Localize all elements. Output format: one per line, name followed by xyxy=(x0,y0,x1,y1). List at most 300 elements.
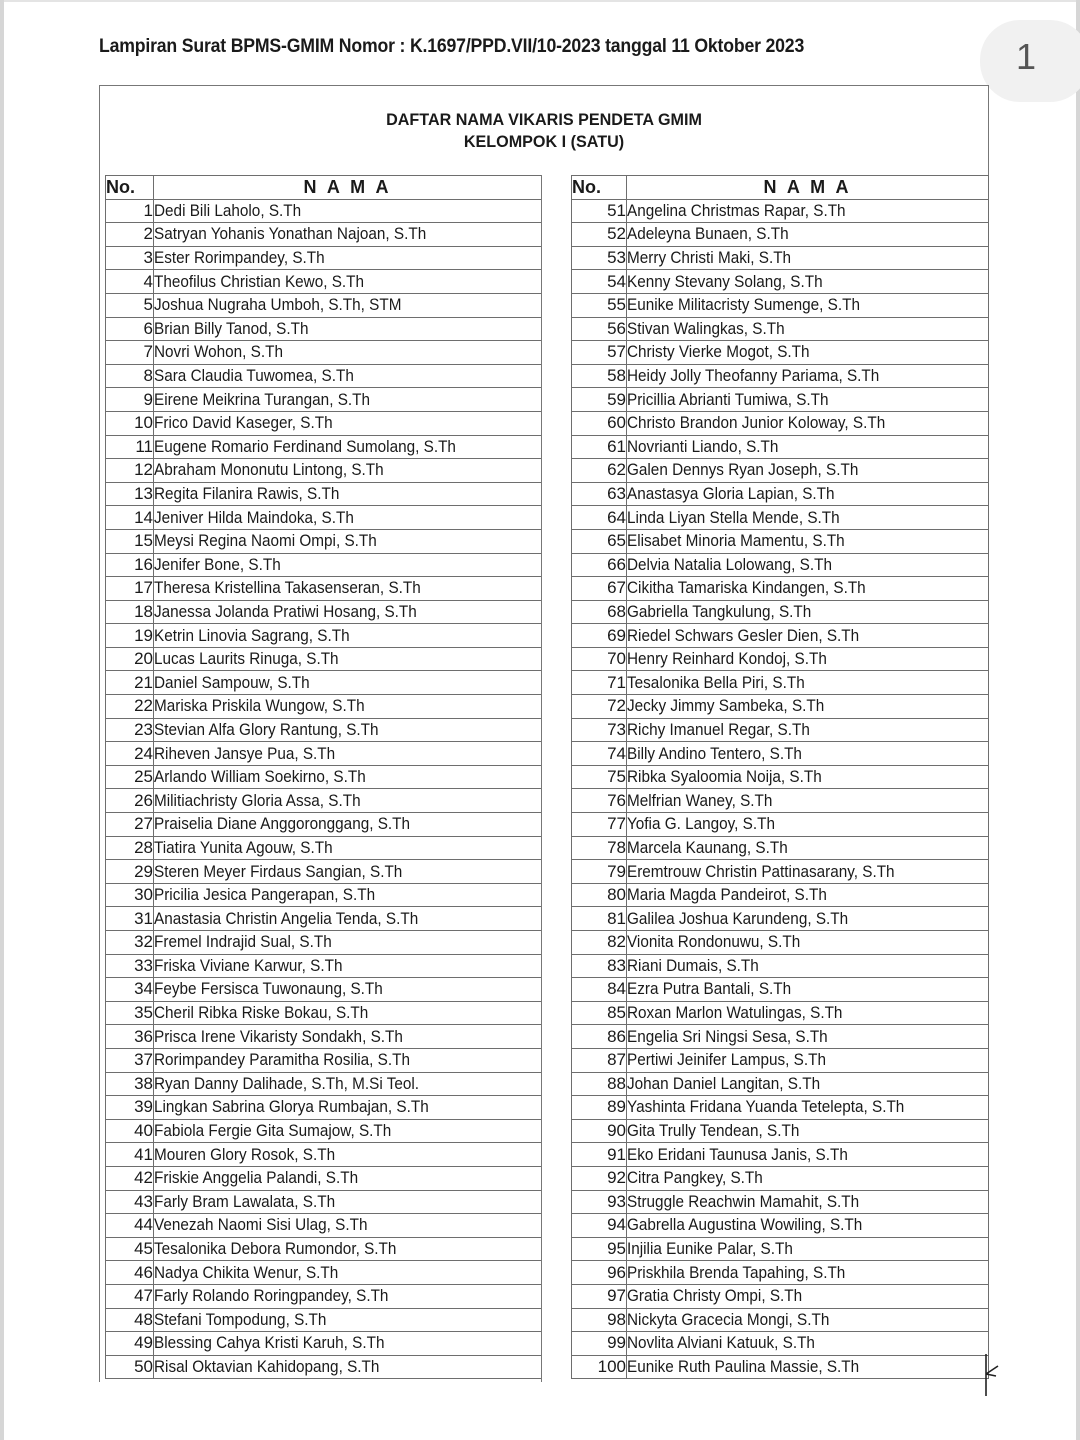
table-row xyxy=(572,293,989,317)
person-name: Richy Imanuel Regar, S.Th xyxy=(627,719,810,739)
person-name: Riheven Jansye Pua, S.Th xyxy=(154,743,336,763)
person-name: Gabriella Tangkulung, S.Th xyxy=(627,601,812,621)
row-number: 74 xyxy=(572,742,627,766)
handwritten-initial-mark xyxy=(980,1352,1002,1398)
name-cell xyxy=(627,577,989,601)
person-name: Friskie Anggelia Palandi, S.Th xyxy=(154,1168,359,1188)
name-cell xyxy=(154,1355,542,1379)
table-row xyxy=(106,1048,542,1072)
name-cell xyxy=(154,1308,542,1332)
row-number: 46 xyxy=(106,1261,154,1285)
table-row xyxy=(106,341,542,365)
table-row xyxy=(572,553,989,577)
person-name: Galilea Joshua Karundeng, S.Th xyxy=(627,908,849,928)
person-name: Daniel Sampouw, S.Th xyxy=(154,672,310,692)
person-name: Tesalonika Bella Piri, S.Th xyxy=(627,672,805,692)
person-name: Novlita Alviani Katuuk, S.Th xyxy=(627,1333,815,1353)
table-row xyxy=(106,553,542,577)
name-cell xyxy=(627,1308,989,1332)
table-row xyxy=(572,364,989,388)
name-cell xyxy=(154,789,542,813)
name-cell xyxy=(154,199,542,223)
name-cell xyxy=(154,1190,542,1214)
name-cell xyxy=(154,506,542,530)
table-row xyxy=(572,1025,989,1049)
row-number: 77 xyxy=(572,813,627,837)
name-cell xyxy=(154,931,542,955)
person-name: Blessing Cahya Kristi Karuh, S.Th xyxy=(154,1333,385,1353)
name-cell xyxy=(627,1332,989,1356)
name-cell xyxy=(154,482,542,506)
person-name: Rorimpandey Paramitha Rosilia, S.Th xyxy=(154,1050,410,1070)
table-row xyxy=(106,270,542,294)
row-number: 24 xyxy=(106,742,154,766)
name-cell xyxy=(154,883,542,907)
row-number: 41 xyxy=(106,1143,154,1167)
table-row xyxy=(106,199,542,223)
table-row xyxy=(572,1143,989,1167)
person-name: Theofilus Christian Kewo, S.Th xyxy=(154,271,365,291)
person-name: Christo Brandon Junior Koloway, S.Th xyxy=(627,413,886,433)
name-cell xyxy=(627,388,989,412)
table-row xyxy=(106,836,542,860)
row-number: 43 xyxy=(106,1190,154,1214)
name-cell xyxy=(154,1237,542,1261)
name-cell xyxy=(627,482,989,506)
name-cell xyxy=(627,411,989,435)
person-name: Prisca Irene Vikaristy Sondakh, S.Th xyxy=(154,1026,403,1046)
person-name: Nickyta Gracecia Mongi, S.Th xyxy=(627,1309,830,1329)
row-number: 17 xyxy=(106,577,154,601)
table-row xyxy=(106,671,542,695)
row-number: 63 xyxy=(572,482,627,506)
table-row xyxy=(572,388,989,412)
row-number: 1 xyxy=(106,199,154,223)
row-number: 76 xyxy=(572,789,627,813)
name-cell xyxy=(627,364,989,388)
name-cell xyxy=(154,317,542,341)
table-row xyxy=(106,1190,542,1214)
person-name: Fabiola Fergie Gita Sumajow, S.Th xyxy=(154,1121,392,1141)
row-number: 66 xyxy=(572,553,627,577)
person-name: Ribka Syaloomia Noija, S.Th xyxy=(627,767,822,787)
person-name: Christy Vierke Mogot, S.Th xyxy=(627,342,810,362)
person-name: Satryan Yohanis Yonathan Najoan, S.Th xyxy=(154,224,427,244)
person-name: Priskhila Brenda Tapahing, S.Th xyxy=(627,1262,846,1282)
table-row xyxy=(106,506,542,530)
row-number: 32 xyxy=(106,931,154,955)
name-cell xyxy=(154,341,542,365)
row-number: 69 xyxy=(572,624,627,648)
person-name: Ester Rorimpandey, S.Th xyxy=(154,248,325,268)
person-name: Praiselia Diane Anggoronggang, S.Th xyxy=(154,814,411,834)
table-row xyxy=(572,1261,989,1285)
name-cell xyxy=(627,836,989,860)
row-number: 15 xyxy=(106,529,154,553)
name-cell xyxy=(627,1284,989,1308)
person-name: Billy Andino Tentero, S.Th xyxy=(627,743,802,763)
table-row xyxy=(106,931,542,955)
row-number: 36 xyxy=(106,1025,154,1049)
person-name: Anastasia Christin Angelia Tenda, S.Th xyxy=(154,908,419,928)
row-number: 19 xyxy=(106,624,154,648)
table-row xyxy=(106,789,542,813)
name-cell xyxy=(627,860,989,884)
row-number: 54 xyxy=(572,270,627,294)
table-row xyxy=(572,600,989,624)
person-name: Stefani Tompodung, S.Th xyxy=(154,1309,327,1329)
table-row xyxy=(106,624,542,648)
table-row xyxy=(572,529,989,553)
table-row xyxy=(106,1355,542,1379)
table-row xyxy=(572,459,989,483)
table-row xyxy=(572,506,989,530)
table-row xyxy=(106,718,542,742)
name-cell xyxy=(627,742,989,766)
table-row xyxy=(106,1214,542,1238)
row-number: 4 xyxy=(106,270,154,294)
person-name: Mouren Glory Rosok, S.Th xyxy=(154,1144,336,1164)
person-name: Militiachristy Gloria Assa, S.Th xyxy=(154,790,361,810)
table-row xyxy=(572,1072,989,1096)
row-number: 2 xyxy=(106,223,154,247)
person-name: Janessa Jolanda Pratiwi Hosang, S.Th xyxy=(154,601,417,621)
person-name: Riedel Schwars Gesler Dien, S.Th xyxy=(627,625,860,645)
table-row xyxy=(572,435,989,459)
title-box xyxy=(99,85,989,175)
person-name: Ketrin Linovia Sagrang, S.Th xyxy=(154,625,350,645)
person-name: Farly Bram Lawalata, S.Th xyxy=(154,1191,336,1211)
person-name: Risal Oktavian Kahidopang, S.Th xyxy=(154,1356,380,1376)
row-number: 71 xyxy=(572,671,627,695)
name-cell xyxy=(154,1025,542,1049)
person-name: Roxan Marlon Watulingas, S.Th xyxy=(627,1003,843,1023)
table-row xyxy=(572,199,989,223)
name-cell xyxy=(627,954,989,978)
name-cell xyxy=(627,435,989,459)
person-name: Riani Dumais, S.Th xyxy=(627,955,759,975)
table-row xyxy=(572,317,989,341)
person-name: Farly Rolando Roringpandey, S.Th xyxy=(154,1286,389,1306)
person-name: Engelia Sri Ningsi Sesa, S.Th xyxy=(627,1026,828,1046)
name-cell xyxy=(627,789,989,813)
left-table-right-border xyxy=(541,175,542,1382)
person-name: Injilia Eunike Palar, S.Th xyxy=(627,1239,793,1259)
row-number: 14 xyxy=(106,506,154,530)
row-number: 87 xyxy=(572,1048,627,1072)
page-edge-left xyxy=(0,0,4,1440)
person-name: Tesalonika Debora Rumondor, S.Th xyxy=(154,1239,397,1259)
table-row xyxy=(572,954,989,978)
name-cell xyxy=(627,1237,989,1261)
row-number: 18 xyxy=(106,600,154,624)
row-number: 91 xyxy=(572,1143,627,1167)
table-row xyxy=(106,1166,542,1190)
person-name: Johan Daniel Langitan, S.Th xyxy=(627,1073,821,1093)
row-number: 90 xyxy=(572,1119,627,1143)
table-row xyxy=(106,459,542,483)
table-row xyxy=(106,435,542,459)
person-name: Arlando William Soekirno, S.Th xyxy=(154,767,366,787)
person-name: Cheril Ribka Riske Bokau, S.Th xyxy=(154,1003,369,1023)
person-name: Stevian Alfa Glory Rantung, S.Th xyxy=(154,719,379,739)
row-number: 62 xyxy=(572,459,627,483)
row-number: 39 xyxy=(106,1096,154,1120)
table-row xyxy=(106,364,542,388)
name-cell xyxy=(627,813,989,837)
row-number: 5 xyxy=(106,293,154,317)
name-cell xyxy=(154,954,542,978)
names-table-left xyxy=(105,175,542,1379)
row-number: 37 xyxy=(106,1048,154,1072)
person-name: Vionita Rondonuwu, S.Th xyxy=(627,932,801,952)
name-cell xyxy=(627,765,989,789)
table-row xyxy=(106,1119,542,1143)
name-cell xyxy=(154,1096,542,1120)
person-name: Cikitha Tamariska Kindangen, S.Th xyxy=(627,578,866,598)
table-row xyxy=(106,1308,542,1332)
name-cell xyxy=(154,742,542,766)
name-cell xyxy=(627,506,989,530)
name-cell xyxy=(154,600,542,624)
person-name: Pertiwi Jeinifer Lampus, S.Th xyxy=(627,1050,826,1070)
row-number: 40 xyxy=(106,1119,154,1143)
name-cell xyxy=(627,199,989,223)
column-header-no: No. xyxy=(572,176,627,200)
row-number: 22 xyxy=(106,695,154,719)
table-row xyxy=(572,246,989,270)
table-row xyxy=(572,813,989,837)
name-cell xyxy=(627,246,989,270)
person-name: Fremel Indrajid Sual, S.Th xyxy=(154,932,332,952)
name-cell xyxy=(154,1072,542,1096)
name-cell xyxy=(154,695,542,719)
person-name: Frico David Kaseger, S.Th xyxy=(154,413,333,433)
table-row xyxy=(106,883,542,907)
table-row xyxy=(572,624,989,648)
table-row xyxy=(106,1072,542,1096)
person-name: Gita Trully Tendean, S.Th xyxy=(627,1121,800,1141)
table-row xyxy=(572,1332,989,1356)
table-row xyxy=(106,1284,542,1308)
table-row xyxy=(572,836,989,860)
person-name: Eunike Ruth Paulina Massie, S.Th xyxy=(627,1356,860,1376)
name-cell xyxy=(627,978,989,1002)
name-cell xyxy=(154,624,542,648)
name-cell xyxy=(154,388,542,412)
row-number: 20 xyxy=(106,647,154,671)
name-cell xyxy=(154,223,542,247)
name-cell xyxy=(154,836,542,860)
row-number: 8 xyxy=(106,364,154,388)
name-cell xyxy=(627,1355,989,1379)
letter-reference: Lampiran Surat BPMS-GMIM Nomor : K.1697/PPD.VII/10-2023 tanggal 11 Oktober 2023 xyxy=(99,36,805,57)
person-name: Citra Pangkey, S.Th xyxy=(627,1168,763,1188)
person-name: Lucas Laurits Rinuga, S.Th xyxy=(154,649,339,669)
row-number: 52 xyxy=(572,223,627,247)
table-row xyxy=(572,270,989,294)
person-name: Novrianti Liando, S.Th xyxy=(627,436,779,456)
row-number: 47 xyxy=(106,1284,154,1308)
table-row xyxy=(106,223,542,247)
table-row xyxy=(106,317,542,341)
row-number: 92 xyxy=(572,1166,627,1190)
row-number: 61 xyxy=(572,435,627,459)
person-name: Maria Magda Pandeirot, S.Th xyxy=(627,885,827,905)
person-name: Jeniver Hilda Maindoka, S.Th xyxy=(154,507,354,527)
name-cell xyxy=(627,293,989,317)
row-number: 49 xyxy=(106,1332,154,1356)
table-row xyxy=(572,1001,989,1025)
table-row xyxy=(572,647,989,671)
table-row xyxy=(572,765,989,789)
name-cell xyxy=(154,765,542,789)
person-name: Novri Wohon, S.Th xyxy=(154,342,283,362)
person-name: Brian Billy Tanod, S.Th xyxy=(154,318,309,338)
person-name: Dedi Bili Laholo, S.Th xyxy=(154,200,302,220)
name-cell xyxy=(154,553,542,577)
table-row xyxy=(106,813,542,837)
name-cell xyxy=(154,907,542,931)
row-number: 42 xyxy=(106,1166,154,1190)
column-header-nama: N A M A xyxy=(627,176,989,200)
row-number: 59 xyxy=(572,388,627,412)
row-number: 55 xyxy=(572,293,627,317)
person-name: Yashinta Fridana Yuanda Tetelepta, S.Th xyxy=(627,1097,905,1117)
person-name: Merry Christi Maki, S.Th xyxy=(627,248,792,268)
frame-left-border xyxy=(99,175,100,1382)
name-cell xyxy=(627,1001,989,1025)
row-number: 58 xyxy=(572,364,627,388)
row-number: 35 xyxy=(106,1001,154,1025)
row-number: 75 xyxy=(572,765,627,789)
person-name: Delvia Natalia Lolowang, S.Th xyxy=(627,554,832,574)
name-cell xyxy=(627,718,989,742)
row-number: 30 xyxy=(106,883,154,907)
person-name: Jenifer Bone, S.Th xyxy=(154,554,281,574)
row-number: 25 xyxy=(106,765,154,789)
person-name: Linda Liyan Stella Mende, S.Th xyxy=(627,507,840,527)
person-name: Abraham Mononutu Lintong, S.Th xyxy=(154,460,384,480)
table-row xyxy=(572,931,989,955)
name-cell xyxy=(627,695,989,719)
table-row xyxy=(572,1237,989,1261)
table-row xyxy=(572,1119,989,1143)
row-number: 94 xyxy=(572,1214,627,1238)
column-header-no: No. xyxy=(106,176,154,200)
person-name: Marcela Kaunang, S.Th xyxy=(627,837,788,857)
person-name: Gabrella Augustina Wowiling, S.Th xyxy=(627,1215,863,1235)
name-cell xyxy=(154,1261,542,1285)
row-number: 89 xyxy=(572,1096,627,1120)
names-table-right xyxy=(571,175,989,1379)
row-number: 10 xyxy=(106,411,154,435)
table-row xyxy=(106,482,542,506)
person-name: Lingkan Sabrina Glorya Rumbajan, S.Th xyxy=(154,1097,429,1117)
person-name: Melfrian Waney, S.Th xyxy=(627,790,773,810)
page-edge-right xyxy=(1076,0,1080,1440)
row-number: 57 xyxy=(572,341,627,365)
row-number: 27 xyxy=(106,813,154,837)
table-row xyxy=(572,671,989,695)
name-cell xyxy=(627,1025,989,1049)
row-number: 88 xyxy=(572,1072,627,1096)
name-cell xyxy=(154,1143,542,1167)
table-row xyxy=(106,1143,542,1167)
row-number: 21 xyxy=(106,671,154,695)
row-number: 56 xyxy=(572,317,627,341)
row-number: 73 xyxy=(572,718,627,742)
name-cell xyxy=(627,270,989,294)
table-row xyxy=(572,1308,989,1332)
row-number: 79 xyxy=(572,860,627,884)
table-row xyxy=(106,765,542,789)
row-number: 65 xyxy=(572,529,627,553)
person-name: Mariska Priskila Wungow, S.Th xyxy=(154,696,365,716)
person-name: Angelina Christmas Rapar, S.Th xyxy=(627,200,846,220)
table-row xyxy=(572,411,989,435)
person-name: Heidy Jolly Theofanny Pariama, S.Th xyxy=(627,366,880,386)
row-number: 26 xyxy=(106,789,154,813)
row-number: 34 xyxy=(106,978,154,1002)
document-subtitle: KELOMPOK I (SATU) xyxy=(463,132,625,151)
table-row xyxy=(106,577,542,601)
row-number: 45 xyxy=(106,1237,154,1261)
name-cell xyxy=(154,1119,542,1143)
person-name: Adeleyna Bunaen, S.Th xyxy=(627,224,789,244)
person-name: Eunike Militacristy Sumenge, S.Th xyxy=(627,295,861,315)
row-number: 50 xyxy=(106,1355,154,1379)
table-header-row xyxy=(106,176,542,200)
person-name: Theresa Kristellina Takasenseran, S.Th xyxy=(154,578,421,598)
name-cell xyxy=(627,341,989,365)
person-name: Yofia G. Langoy, S.Th xyxy=(627,814,776,834)
row-number: 97 xyxy=(572,1284,627,1308)
row-number: 78 xyxy=(572,836,627,860)
table-row xyxy=(106,860,542,884)
person-name: Friska Viviane Karwur, S.Th xyxy=(154,955,343,975)
row-number: 99 xyxy=(572,1332,627,1356)
table-row xyxy=(106,1025,542,1049)
name-cell xyxy=(627,931,989,955)
row-number: 86 xyxy=(572,1025,627,1049)
name-cell xyxy=(627,223,989,247)
row-number: 44 xyxy=(106,1214,154,1238)
table-row xyxy=(572,978,989,1002)
row-number: 68 xyxy=(572,600,627,624)
person-name: Struggle Reachwin Mamahit, S.Th xyxy=(627,1191,860,1211)
table-row xyxy=(572,718,989,742)
table-row xyxy=(572,482,989,506)
name-cell xyxy=(627,1261,989,1285)
table-row xyxy=(572,341,989,365)
person-name: Feybe Fersisca Tuwonaung, S.Th xyxy=(154,979,383,999)
table-row xyxy=(106,695,542,719)
table-row xyxy=(106,600,542,624)
name-cell xyxy=(627,647,989,671)
name-cell xyxy=(154,246,542,270)
name-cell xyxy=(154,435,542,459)
table-row xyxy=(106,1237,542,1261)
person-name: Pricillia Abrianti Tumiwa, S.Th xyxy=(627,389,829,409)
name-cell xyxy=(154,459,542,483)
row-number: 51 xyxy=(572,199,627,223)
table-row xyxy=(106,954,542,978)
name-cell xyxy=(154,1332,542,1356)
person-name: Nadya Chikita Wenur, S.Th xyxy=(154,1262,339,1282)
name-cell xyxy=(154,978,542,1002)
column-header-nama: N A M A xyxy=(154,176,542,200)
